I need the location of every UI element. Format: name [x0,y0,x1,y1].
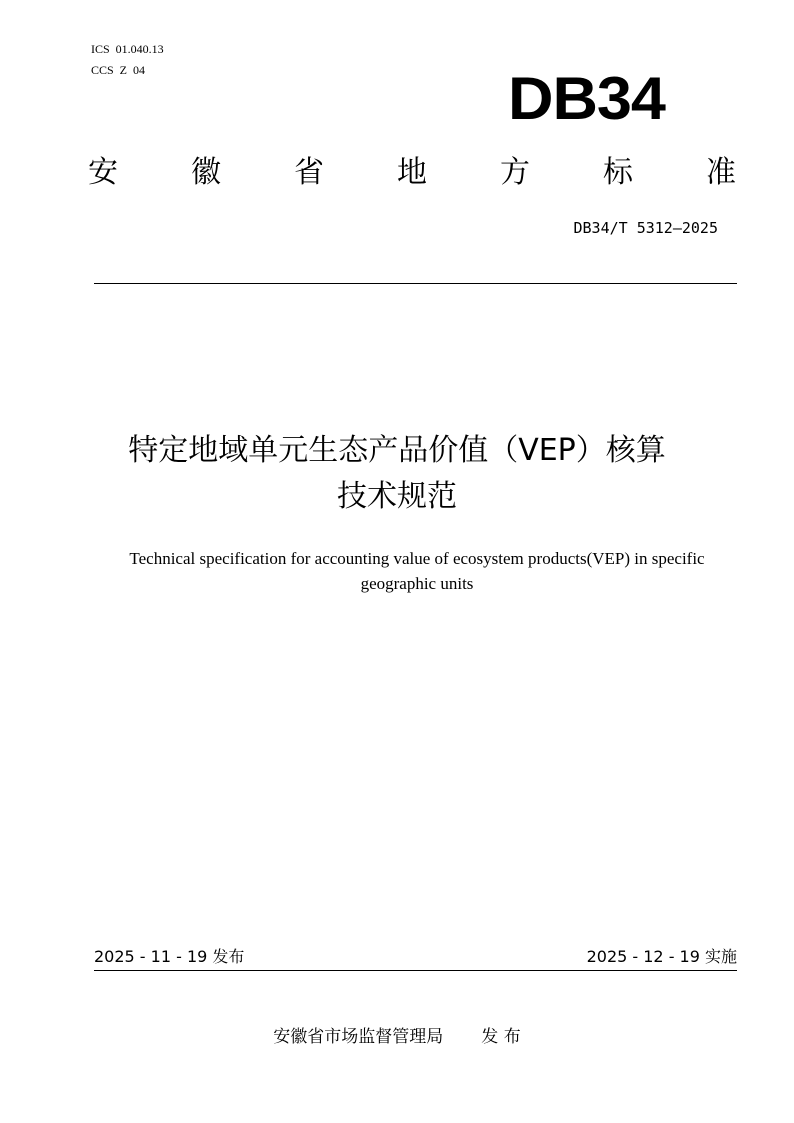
document-title-zh [60,428,734,520]
implement-date: 2025 - 12 - 19 实施 [586,947,737,966]
standard-type-char: 省 [294,155,324,190]
standard-number: DB34/T 5312—2025 [573,219,718,237]
bottom-divider [94,970,737,971]
title-zh-line-1: 特定地域单元生态产品价值（VEP）核算 [128,433,666,468]
classification-codes [91,39,164,81]
standard-type-char: 准 [706,155,736,190]
document-title-en [60,546,774,596]
top-divider [94,283,737,284]
ics-code: ICS 01.040.13 [91,42,164,56]
standard-type-char: 标 [603,155,633,190]
title-en-line-1: Technical specification for accounting value of ecosystem products(VEP) in specific [129,549,705,568]
publish-date: 2025 - 11 - 19 发布 [94,947,245,966]
standard-type-char: 方 [500,155,530,190]
db34-logo: DB34 [508,65,665,132]
issuer-name: 安徽省市场监督管理局 [273,1027,444,1047]
standard-type-title [88,148,736,198]
standard-type-char: 安 [88,155,118,190]
issuer-line [0,1024,794,1050]
standard-type-char: 地 [397,155,427,190]
issuer-action: 发 布 [481,1027,521,1047]
title-zh-line-2: 技术规范 [337,479,457,514]
standard-type-char: 徽 [191,155,221,190]
ccs-code: CCS Z 04 [91,63,146,77]
title-en-line-2: geographic units [360,574,474,593]
